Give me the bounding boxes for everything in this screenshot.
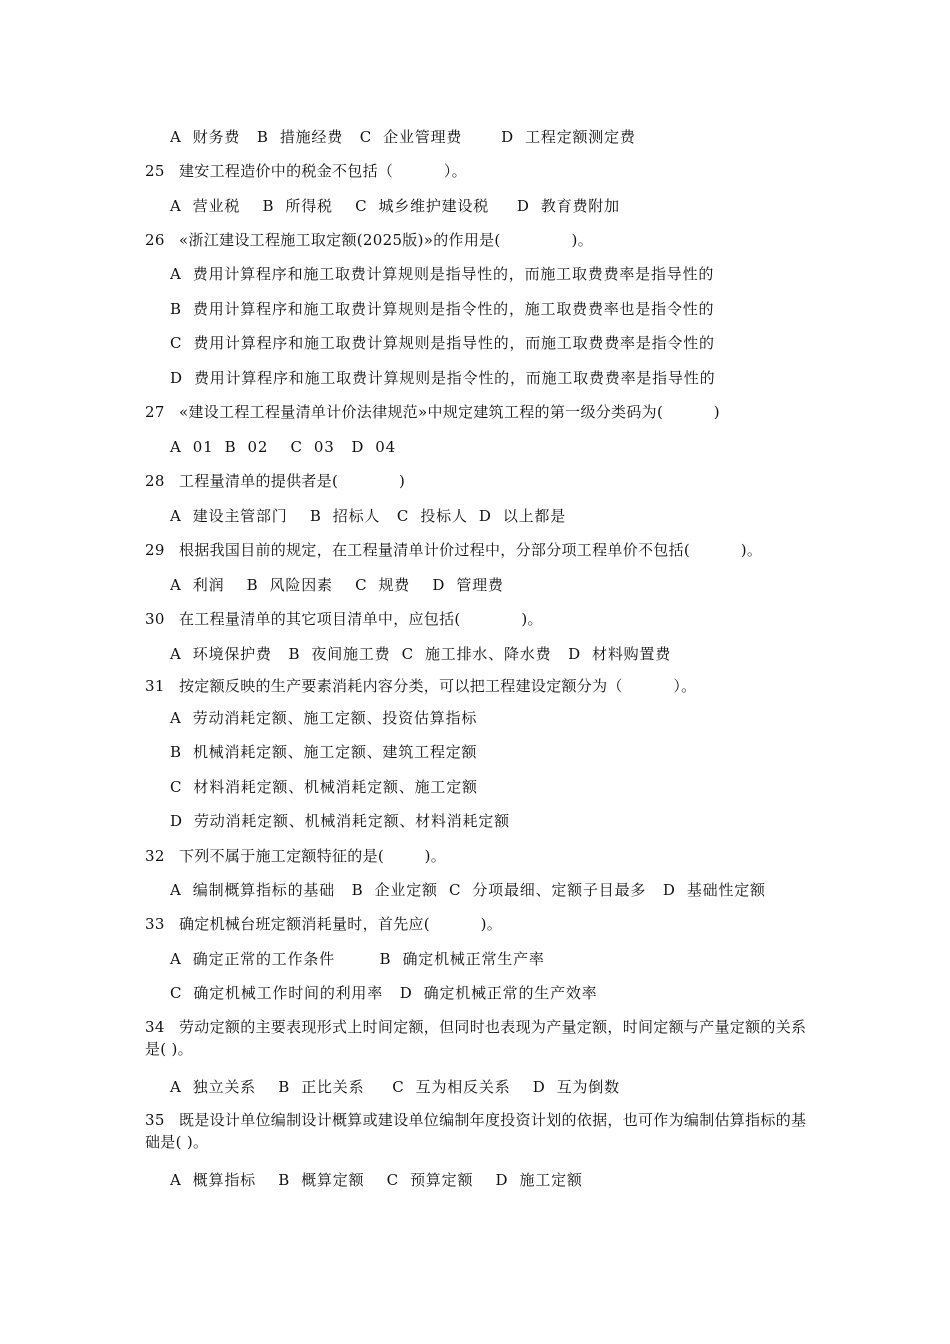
q27-question bbox=[145, 402, 720, 422]
q24-options: A 财务费 B 措施经费 C 企业管理费 D 工程定额测定费 bbox=[170, 128, 636, 146]
q26-number: 26 bbox=[145, 231, 165, 249]
q33-question bbox=[145, 914, 502, 934]
q26-option-c: C 费用计算程序和施工取费计算规则是指导性的，而施工取费费率是指令性的 bbox=[170, 334, 715, 352]
q29-number: 29 bbox=[145, 541, 165, 559]
q29-text: 根据我国目前的规定，在工程量清单计价过程中，分部分项工程单价不包括( )。 bbox=[179, 541, 763, 559]
q33-option-ab: A 确定正常的工作条件 B 确定机械正常生产率 bbox=[170, 950, 545, 968]
q26-option-b: B 费用计算程序和施工取费计算规则是指令性的，施工取费费率也是指令性的 bbox=[170, 300, 715, 318]
q30-options: A 环境保护费 B 夜间施工费 C 施工排水、降水费 D 材料购置费 bbox=[170, 645, 672, 663]
q27-number: 27 bbox=[145, 403, 165, 421]
q34-question bbox=[145, 1016, 810, 1060]
q27-options: A 01 B 02 C 03 D 04 bbox=[170, 438, 396, 456]
q26-option-a: A 费用计算程序和施工取费计算规则是指导性的，而施工取费费率是指导性的 bbox=[170, 265, 715, 283]
q29-question bbox=[145, 540, 762, 560]
q31-text: 按定额反映的生产要素消耗内容分类，可以把工程建设定额分为（ ）。 bbox=[179, 677, 697, 695]
q25-text: 建安工程造价中的税金不包括（ ）。 bbox=[179, 162, 467, 180]
q32-text: 下列不属于施工定额特征的是( )。 bbox=[179, 847, 447, 865]
q33-option-cd: C 确定机械工作时间的利用率 D 确定机械正常的生产效率 bbox=[170, 984, 598, 1002]
q28-text: 工程量清单的提供者是( ) bbox=[179, 472, 406, 490]
q31-option-d: D 劳动消耗定额、机械消耗定额、材料消耗定额 bbox=[170, 812, 510, 830]
q31-option-a: A 劳动消耗定额、施工定额、投资估算指标 bbox=[170, 709, 478, 727]
q25-number: 25 bbox=[145, 162, 165, 180]
q28-number: 28 bbox=[145, 472, 165, 490]
q33-text: 确定机械台班定额消耗量时，首先应( )。 bbox=[179, 915, 503, 933]
q34-options: A 独立关系 B 正比关系 C 互为相反关系 D 互为倒数 bbox=[170, 1078, 620, 1096]
q27-text: «建设工程工程量清单计价法律规范»中规定建筑工程的第一级分类码为( ) bbox=[179, 403, 720, 421]
q26-question bbox=[145, 230, 593, 250]
q25-options: A 营业税 B 所得税 C 城乡维护建设税 D 教育费附加 bbox=[170, 197, 620, 215]
q32-question bbox=[145, 846, 446, 866]
q35-text: 既是设计单位编制设计概算或建设单位编制年度投资计划的依据，也可作为编制估算指标的基础是( )。 bbox=[145, 1111, 807, 1151]
q34-text: 劳动定额的主要表现形式上时间定额，但同时也表现为产量定额，时间定额与产量定额的关系是( )。 bbox=[145, 1018, 807, 1058]
q31-option-c: C 材料消耗定额、机械消耗定额、施工定额 bbox=[170, 778, 478, 796]
q30-number: 30 bbox=[145, 610, 165, 628]
q32-number: 32 bbox=[145, 847, 165, 865]
q30-text: 在工程量清单的其它项目清单中，应包括( )。 bbox=[179, 610, 543, 628]
q28-options: A 建设主管部门 B 招标人 C 投标人 D 以上都是 bbox=[170, 507, 567, 525]
q31-number: 31 bbox=[145, 677, 165, 695]
q28-question bbox=[145, 471, 405, 491]
q26-text: «浙江建设工程施工取定额(2025版)»的作用是( )。 bbox=[179, 231, 593, 249]
q33-number: 33 bbox=[145, 915, 165, 933]
q31-option-b: B 机械消耗定额、施工定额、建筑工程定额 bbox=[170, 743, 478, 761]
q25-question bbox=[145, 161, 467, 181]
q35-options: A 概算指标 B 概算定额 C 预算定额 D 施工定额 bbox=[170, 1171, 583, 1189]
q32-options: A 编制概算指标的基础 B 企业定额 C 分项最细、定额子目最多 D 基础性定额 bbox=[170, 881, 766, 899]
q31-question bbox=[145, 676, 696, 696]
q35-question bbox=[145, 1109, 810, 1153]
q30-question bbox=[145, 609, 543, 629]
q26-option-d: D 费用计算程序和施工取费计算规则是指令性的，而施工取费费率是指导性的 bbox=[170, 369, 716, 387]
q29-options: A 利润 B 风险因素 C 规费 D 管理费 bbox=[170, 576, 504, 594]
q34-number: 34 bbox=[145, 1018, 165, 1036]
q35-number: 35 bbox=[145, 1111, 165, 1129]
